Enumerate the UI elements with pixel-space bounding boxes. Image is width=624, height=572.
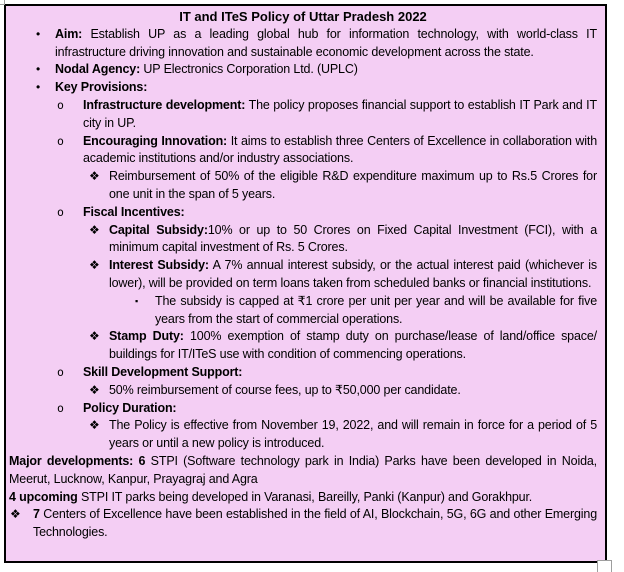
text-segment: 100% exemption of stamp duty on purchase/lease of land/office space/ buildings for IT/ITeS use with condition of commencing operations.: [109, 329, 597, 362]
list-item: [9, 453, 597, 489]
list-item: [9, 61, 597, 79]
text-segment: Key Provisions:: [55, 80, 148, 95]
list-item: [9, 204, 597, 222]
text-segment: Nodal Agency:: [55, 62, 141, 77]
text-segment: Encouraging Innovation:: [83, 133, 228, 148]
text-segment: 50% reimbursement of course fees, up to ₹50,000 per candidate.: [109, 382, 461, 397]
text-segment: Infrastructure development:: [83, 97, 246, 112]
disc-bullet-icon: •: [36, 80, 41, 95]
list-item: [9, 133, 597, 169]
diamond-bullet-icon: ❖: [89, 169, 100, 184]
list-item: [9, 417, 597, 453]
text-segment: Fiscal Incentives:: [83, 204, 185, 219]
policy-item-list: [9, 26, 597, 542]
text-segment: UP Electronics Corporation Ltd. (UPLC): [140, 62, 358, 77]
circle-bullet-icon: o: [57, 204, 64, 219]
text-segment: Reimbursement of 50% of the eligible R&D expenditure maximum up to Rs.5 Crores for one unit in the span of 5 years.: [109, 169, 597, 201]
circle-bullet-icon: o: [57, 400, 64, 415]
list-item: [9, 382, 597, 400]
circle-bullet-icon: o: [57, 97, 64, 112]
text-segment: Skill Development Support:: [83, 364, 243, 379]
diamond-bullet-icon: ❖: [89, 382, 100, 397]
text-segment: 7: [33, 507, 40, 522]
text-segment: Centers of Excellence have been established in the field of AI, Blockchain, 5G, 6G and other Emerging Technologies.: [33, 507, 597, 540]
table-move-handle[interactable]: [0, 0, 5, 5]
list-item: [9, 257, 597, 293]
list-item: [9, 506, 597, 542]
list-item: [9, 489, 597, 507]
list-item: [9, 364, 597, 382]
table-resize-handle[interactable]: [597, 560, 612, 572]
text-segment: Policy Duration:: [83, 400, 177, 415]
text-segment: A 7% annual interest subsidy, or the actual interest paid (whichever is lower), will be provided on term loans taken from scheduled banks or financial institutions.: [109, 258, 597, 290]
list-item: [9, 26, 597, 62]
list-item: [9, 328, 597, 364]
text-segment: Major developments: 6: [9, 453, 146, 468]
text-segment: It aims to establish three Centers of Excellence in collaboration with academic institutions and/or industry associations.: [83, 133, 597, 166]
text-segment: Establish UP as a leading global hub for information technology, with world-class IT infrastructure driving innovation and sustainable economic development across the state.: [55, 26, 597, 59]
text-segment: The subsidy is capped at ₹1 crore per unit per year and will be available for five years from the start of commercial operations.: [155, 293, 597, 326]
diamond-bullet-icon: ❖: [89, 418, 100, 433]
diamond-bullet-icon: ❖: [89, 258, 100, 273]
text-segment: Interest Subsidy:: [109, 258, 209, 273]
circle-bullet-icon: o: [57, 133, 64, 148]
square-bullet-icon: ▪: [135, 295, 139, 306]
list-item: [9, 97, 597, 133]
list-item: [9, 222, 597, 258]
text-segment: STPI IT parks being developed in Varanasi, Bareilly, Panki (Kanpur) and Gorakhpur.: [77, 489, 533, 504]
list-item: [9, 168, 597, 204]
document-title: IT and ITeS Policy of Uttar Pradesh 2022: [179, 9, 427, 24]
list-item: [9, 79, 597, 97]
text-segment: 10% or up to 50 Crores on Fixed Capital Investment (FCI), with a minimum capital investment of Rs. 5 Crores.: [109, 222, 598, 255]
diamond-bullet-icon: ❖: [89, 222, 100, 237]
text-segment: The policy proposes financial support to establish IT Park and IT city in UP.: [83, 97, 597, 130]
disc-bullet-icon: •: [36, 26, 41, 41]
text-segment: Stamp Duty:: [109, 329, 184, 344]
diamond-bullet-icon: ❖: [89, 329, 100, 344]
text-segment: STPI (Software technology park in India) Parks have been developed in Noida, Meerut, Lucknow, Kanpur, Prayagraj and Agra: [9, 453, 598, 486]
policy-document-box: [4, 4, 607, 563]
text-segment: Capital Subsidy:: [109, 222, 208, 237]
list-item: [9, 293, 597, 329]
circle-bullet-icon: o: [57, 364, 64, 379]
text-segment: The Policy is effective from November 19, 2022, and will remain in force for a period of 5 years or until a new policy is introduced.: [109, 418, 597, 451]
list-item: [9, 400, 597, 418]
text-segment: 4 upcoming: [9, 489, 78, 504]
disc-bullet-icon: •: [36, 62, 41, 77]
text-segment: Aim:: [55, 26, 83, 41]
diamond-bullet-icon: ❖: [10, 507, 21, 522]
